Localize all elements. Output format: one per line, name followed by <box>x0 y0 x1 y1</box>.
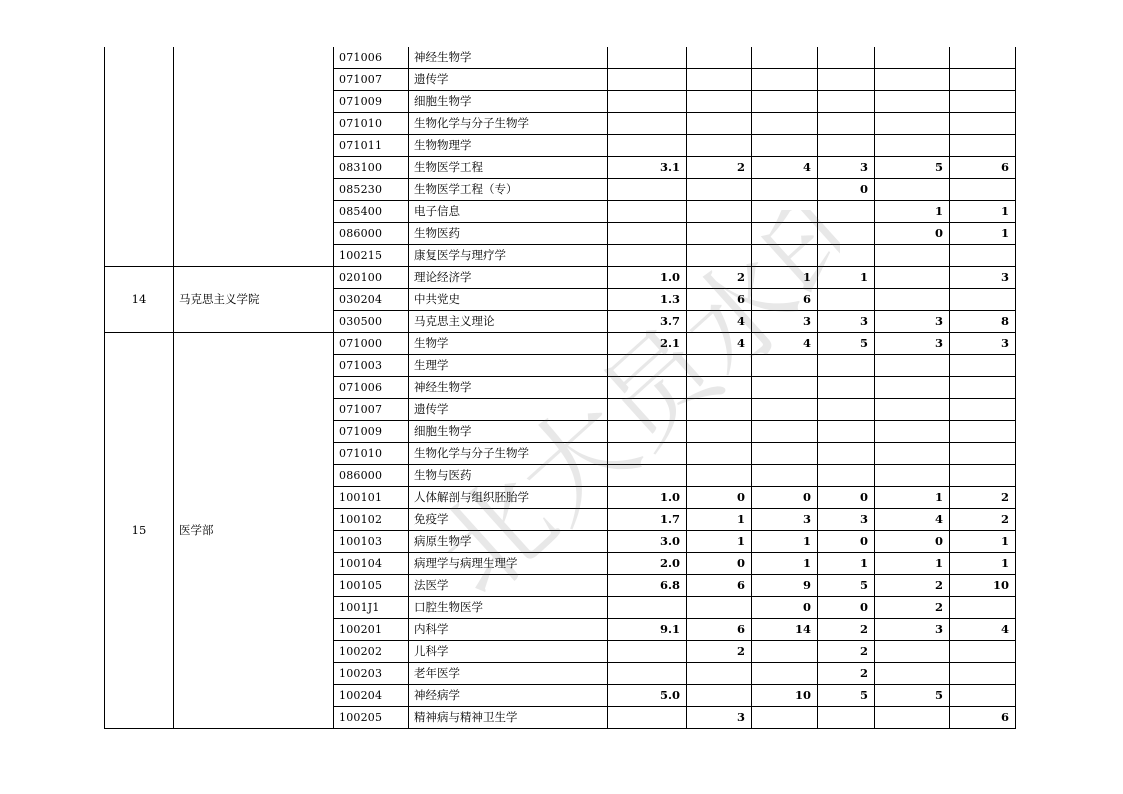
major-code-cell: 086000 <box>334 465 409 487</box>
value-cell-3: 3 <box>752 509 818 531</box>
major-name-cell: 遗传学 <box>409 399 608 421</box>
major-code-cell: 083100 <box>334 157 409 179</box>
value-cell-1 <box>608 377 687 399</box>
value-cell-6: 4 <box>950 619 1016 641</box>
value-cell-5 <box>875 355 950 377</box>
value-cell-3: 0 <box>752 487 818 509</box>
major-code-cell: 100104 <box>334 553 409 575</box>
value-cell-2 <box>687 223 752 245</box>
major-name-cell: 理论经济学 <box>409 267 608 289</box>
value-cell-4: 0 <box>818 179 875 201</box>
value-cell-5 <box>875 663 950 685</box>
major-name-cell: 生物学 <box>409 333 608 355</box>
major-name-cell: 人体解剖与组织胚胎学 <box>409 487 608 509</box>
value-cell-5 <box>875 267 950 289</box>
major-code-cell: 100101 <box>334 487 409 509</box>
major-code-cell: 086000 <box>334 223 409 245</box>
value-cell-2 <box>687 443 752 465</box>
major-name-cell: 遗传学 <box>409 69 608 91</box>
value-cell-5: 1 <box>875 201 950 223</box>
major-name-cell: 口腔生物医学 <box>409 597 608 619</box>
value-cell-3 <box>752 201 818 223</box>
value-cell-6: 10 <box>950 575 1016 597</box>
value-cell-2 <box>687 597 752 619</box>
value-cell-6: 1 <box>950 553 1016 575</box>
svg-text:北​大​员​水​印: 北​大​员​水​印 <box>412 210 840 620</box>
major-name-cell: 生理学 <box>409 355 608 377</box>
value-cell-2: 2 <box>687 641 752 663</box>
major-name-cell: 法医学 <box>409 575 608 597</box>
value-cell-6 <box>950 399 1016 421</box>
value-cell-6 <box>950 663 1016 685</box>
major-code-cell: 020100 <box>334 267 409 289</box>
value-cell-1 <box>608 443 687 465</box>
value-cell-5 <box>875 47 950 69</box>
unit-index-cell: 15 <box>105 333 174 729</box>
major-code-cell: 100102 <box>334 509 409 531</box>
value-cell-3: 1 <box>752 267 818 289</box>
major-code-cell: 071009 <box>334 91 409 113</box>
admission-data-table <box>104 47 1016 729</box>
major-name-cell: 生物医药 <box>409 223 608 245</box>
value-cell-3: 1 <box>752 531 818 553</box>
value-cell-4: 5 <box>818 333 875 355</box>
major-name-cell: 老年医学 <box>409 663 608 685</box>
value-cell-6 <box>950 355 1016 377</box>
major-name-cell: 免疫学 <box>409 509 608 531</box>
unit-index-cell <box>105 47 174 267</box>
table-row <box>105 47 1016 69</box>
value-cell-1: 1.0 <box>608 267 687 289</box>
value-cell-3: 14 <box>752 619 818 641</box>
major-code-cell: 100201 <box>334 619 409 641</box>
value-cell-6: 6 <box>950 707 1016 729</box>
value-cell-6 <box>950 685 1016 707</box>
value-cell-3 <box>752 641 818 663</box>
value-cell-3 <box>752 465 818 487</box>
value-cell-1: 6.8 <box>608 575 687 597</box>
major-code-cell: 100202 <box>334 641 409 663</box>
value-cell-2 <box>687 421 752 443</box>
major-name-cell: 神经生物学 <box>409 377 608 399</box>
major-code-cell: 100204 <box>334 685 409 707</box>
value-cell-5 <box>875 399 950 421</box>
value-cell-1 <box>608 663 687 685</box>
value-cell-5: 2 <box>875 575 950 597</box>
value-cell-5: 4 <box>875 509 950 531</box>
major-code-cell: 1001J1 <box>334 597 409 619</box>
value-cell-4 <box>818 399 875 421</box>
value-cell-3 <box>752 377 818 399</box>
value-cell-1 <box>608 179 687 201</box>
value-cell-6 <box>950 597 1016 619</box>
value-cell-5: 1 <box>875 487 950 509</box>
value-cell-6: 1 <box>950 531 1016 553</box>
value-cell-1: 1.3 <box>608 289 687 311</box>
value-cell-2 <box>687 685 752 707</box>
value-cell-6: 3 <box>950 267 1016 289</box>
value-cell-2 <box>687 47 752 69</box>
value-cell-4 <box>818 91 875 113</box>
value-cell-2 <box>687 377 752 399</box>
value-cell-4 <box>818 69 875 91</box>
value-cell-3 <box>752 399 818 421</box>
unit-name-cell: 医学部 <box>174 333 334 729</box>
value-cell-3 <box>752 135 818 157</box>
value-cell-2: 6 <box>687 619 752 641</box>
major-name-cell: 康复医学与理疗学 <box>409 245 608 267</box>
value-cell-4 <box>818 245 875 267</box>
value-cell-4 <box>818 135 875 157</box>
major-code-cell: 030204 <box>334 289 409 311</box>
value-cell-4: 0 <box>818 487 875 509</box>
value-cell-6 <box>950 289 1016 311</box>
major-code-cell: 100205 <box>334 707 409 729</box>
value-cell-5: 3 <box>875 311 950 333</box>
value-cell-4 <box>818 355 875 377</box>
major-code-cell: 071010 <box>334 443 409 465</box>
value-cell-4 <box>818 201 875 223</box>
value-cell-1 <box>608 421 687 443</box>
value-cell-5 <box>875 135 950 157</box>
value-cell-6 <box>950 47 1016 69</box>
value-cell-1 <box>608 135 687 157</box>
value-cell-2 <box>687 113 752 135</box>
major-code-cell: 071000 <box>334 333 409 355</box>
value-cell-6 <box>950 113 1016 135</box>
value-cell-2: 2 <box>687 157 752 179</box>
value-cell-3 <box>752 47 818 69</box>
major-code-cell: 100215 <box>334 245 409 267</box>
major-name-cell: 神经生物学 <box>409 47 608 69</box>
value-cell-6 <box>950 135 1016 157</box>
value-cell-3: 1 <box>752 553 818 575</box>
value-cell-2 <box>687 465 752 487</box>
value-cell-3: 9 <box>752 575 818 597</box>
value-cell-1 <box>608 223 687 245</box>
major-name-cell: 中共党史 <box>409 289 608 311</box>
value-cell-6 <box>950 91 1016 113</box>
value-cell-6 <box>950 69 1016 91</box>
major-code-cell: 071006 <box>334 377 409 399</box>
value-cell-3: 4 <box>752 157 818 179</box>
value-cell-3 <box>752 91 818 113</box>
value-cell-3 <box>752 663 818 685</box>
value-cell-4 <box>818 465 875 487</box>
major-name-cell: 细胞生物学 <box>409 421 608 443</box>
major-code-cell: 071006 <box>334 47 409 69</box>
value-cell-1: 2.0 <box>608 553 687 575</box>
major-code-cell: 100203 <box>334 663 409 685</box>
major-code-cell: 071003 <box>334 355 409 377</box>
value-cell-6 <box>950 377 1016 399</box>
table-body <box>105 47 1016 729</box>
major-name-cell: 电子信息 <box>409 201 608 223</box>
value-cell-2: 3 <box>687 707 752 729</box>
unit-name-cell: 马克思主义学院 <box>174 267 334 333</box>
value-cell-1 <box>608 399 687 421</box>
value-cell-1 <box>608 201 687 223</box>
value-cell-5 <box>875 443 950 465</box>
value-cell-2 <box>687 355 752 377</box>
value-cell-3 <box>752 69 818 91</box>
value-cell-6: 1 <box>950 223 1016 245</box>
major-code-cell: 085400 <box>334 201 409 223</box>
value-cell-3 <box>752 223 818 245</box>
value-cell-4: 5 <box>818 685 875 707</box>
value-cell-4: 0 <box>818 597 875 619</box>
value-cell-2: 1 <box>687 509 752 531</box>
value-cell-5 <box>875 113 950 135</box>
major-name-cell: 儿科学 <box>409 641 608 663</box>
major-code-cell: 071011 <box>334 135 409 157</box>
value-cell-5 <box>875 245 950 267</box>
value-cell-6 <box>950 421 1016 443</box>
value-cell-4: 2 <box>818 619 875 641</box>
major-name-cell: 生物与医药 <box>409 465 608 487</box>
value-cell-5: 2 <box>875 597 950 619</box>
value-cell-1 <box>608 245 687 267</box>
value-cell-2 <box>687 201 752 223</box>
value-cell-6: 6 <box>950 157 1016 179</box>
major-code-cell: 071007 <box>334 69 409 91</box>
value-cell-2 <box>687 91 752 113</box>
value-cell-4: 3 <box>818 509 875 531</box>
value-cell-5: 0 <box>875 531 950 553</box>
major-name-cell: 生物化学与分子生物学 <box>409 113 608 135</box>
table-row <box>105 267 1016 289</box>
value-cell-6: 2 <box>950 509 1016 531</box>
major-code-cell: 071007 <box>334 399 409 421</box>
major-name-cell: 生物化学与分子生物学 <box>409 443 608 465</box>
value-cell-6 <box>950 641 1016 663</box>
value-cell-2: 6 <box>687 575 752 597</box>
value-cell-1: 5.0 <box>608 685 687 707</box>
value-cell-2 <box>687 135 752 157</box>
value-cell-4: 0 <box>818 531 875 553</box>
value-cell-3 <box>752 113 818 135</box>
value-cell-2 <box>687 179 752 201</box>
value-cell-3 <box>752 421 818 443</box>
value-cell-1 <box>608 355 687 377</box>
value-cell-3 <box>752 707 818 729</box>
value-cell-5 <box>875 179 950 201</box>
value-cell-5: 5 <box>875 685 950 707</box>
major-name-cell: 马克思主义理论 <box>409 311 608 333</box>
value-cell-3: 6 <box>752 289 818 311</box>
value-cell-3 <box>752 245 818 267</box>
value-cell-2: 0 <box>687 553 752 575</box>
value-cell-5: 0 <box>875 223 950 245</box>
unit-index-cell: 14 <box>105 267 174 333</box>
value-cell-4: 1 <box>818 267 875 289</box>
value-cell-3: 3 <box>752 311 818 333</box>
value-cell-1: 3.1 <box>608 157 687 179</box>
value-cell-1 <box>608 465 687 487</box>
value-cell-4 <box>818 377 875 399</box>
value-cell-4: 2 <box>818 663 875 685</box>
value-cell-4 <box>818 289 875 311</box>
value-cell-1 <box>608 707 687 729</box>
value-cell-5 <box>875 69 950 91</box>
value-cell-4: 1 <box>818 553 875 575</box>
value-cell-5 <box>875 91 950 113</box>
value-cell-1: 2.1 <box>608 333 687 355</box>
major-code-cell: 085230 <box>334 179 409 201</box>
major-code-cell: 071010 <box>334 113 409 135</box>
value-cell-4 <box>818 113 875 135</box>
value-cell-2: 1 <box>687 531 752 553</box>
value-cell-6: 1 <box>950 201 1016 223</box>
value-cell-2: 6 <box>687 289 752 311</box>
value-cell-5: 3 <box>875 619 950 641</box>
value-cell-2: 2 <box>687 267 752 289</box>
unit-name-cell <box>174 47 334 267</box>
value-cell-2 <box>687 245 752 267</box>
value-cell-5 <box>875 377 950 399</box>
value-cell-3: 10 <box>752 685 818 707</box>
major-name-cell: 病原生物学 <box>409 531 608 553</box>
value-cell-2: 4 <box>687 333 752 355</box>
data-table-sheet <box>104 47 1015 729</box>
value-cell-1: 1.0 <box>608 487 687 509</box>
value-cell-1: 3.0 <box>608 531 687 553</box>
value-cell-1 <box>608 91 687 113</box>
major-code-cell: 030500 <box>334 311 409 333</box>
value-cell-4 <box>818 443 875 465</box>
value-cell-2 <box>687 399 752 421</box>
value-cell-5 <box>875 421 950 443</box>
value-cell-5: 1 <box>875 553 950 575</box>
value-cell-4 <box>818 421 875 443</box>
value-cell-2: 0 <box>687 487 752 509</box>
value-cell-4 <box>818 223 875 245</box>
major-name-cell: 内科学 <box>409 619 608 641</box>
value-cell-6 <box>950 443 1016 465</box>
value-cell-3 <box>752 355 818 377</box>
value-cell-4: 2 <box>818 641 875 663</box>
major-name-cell: 神经病学 <box>409 685 608 707</box>
value-cell-1 <box>608 69 687 91</box>
value-cell-4: 3 <box>818 157 875 179</box>
value-cell-6 <box>950 245 1016 267</box>
value-cell-2 <box>687 69 752 91</box>
table-row <box>105 333 1016 355</box>
value-cell-4 <box>818 47 875 69</box>
major-code-cell: 071009 <box>334 421 409 443</box>
major-name-cell: 生物医学工程（专） <box>409 179 608 201</box>
value-cell-1: 9.1 <box>608 619 687 641</box>
value-cell-6: 8 <box>950 311 1016 333</box>
major-name-cell: 精神病与精神卫生学 <box>409 707 608 729</box>
value-cell-1: 1.7 <box>608 509 687 531</box>
value-cell-3: 0 <box>752 597 818 619</box>
value-cell-6 <box>950 465 1016 487</box>
value-cell-1 <box>608 113 687 135</box>
value-cell-6: 3 <box>950 333 1016 355</box>
value-cell-4: 3 <box>818 311 875 333</box>
value-cell-4: 5 <box>818 575 875 597</box>
value-cell-4 <box>818 707 875 729</box>
value-cell-3: 4 <box>752 333 818 355</box>
value-cell-5: 3 <box>875 333 950 355</box>
value-cell-6 <box>950 179 1016 201</box>
value-cell-5: 5 <box>875 157 950 179</box>
value-cell-2 <box>687 663 752 685</box>
major-code-cell: 100103 <box>334 531 409 553</box>
value-cell-5 <box>875 289 950 311</box>
value-cell-1 <box>608 597 687 619</box>
value-cell-6: 2 <box>950 487 1016 509</box>
value-cell-1: 3.7 <box>608 311 687 333</box>
major-name-cell: 生物医学工程 <box>409 157 608 179</box>
value-cell-1 <box>608 47 687 69</box>
major-name-cell: 病理学与病理生理学 <box>409 553 608 575</box>
value-cell-5 <box>875 641 950 663</box>
major-name-cell: 细胞生物学 <box>409 91 608 113</box>
major-name-cell: 生物物理学 <box>409 135 608 157</box>
value-cell-3 <box>752 443 818 465</box>
value-cell-5 <box>875 707 950 729</box>
value-cell-5 <box>875 465 950 487</box>
value-cell-3 <box>752 179 818 201</box>
value-cell-2: 4 <box>687 311 752 333</box>
value-cell-1 <box>608 641 687 663</box>
major-code-cell: 100105 <box>334 575 409 597</box>
